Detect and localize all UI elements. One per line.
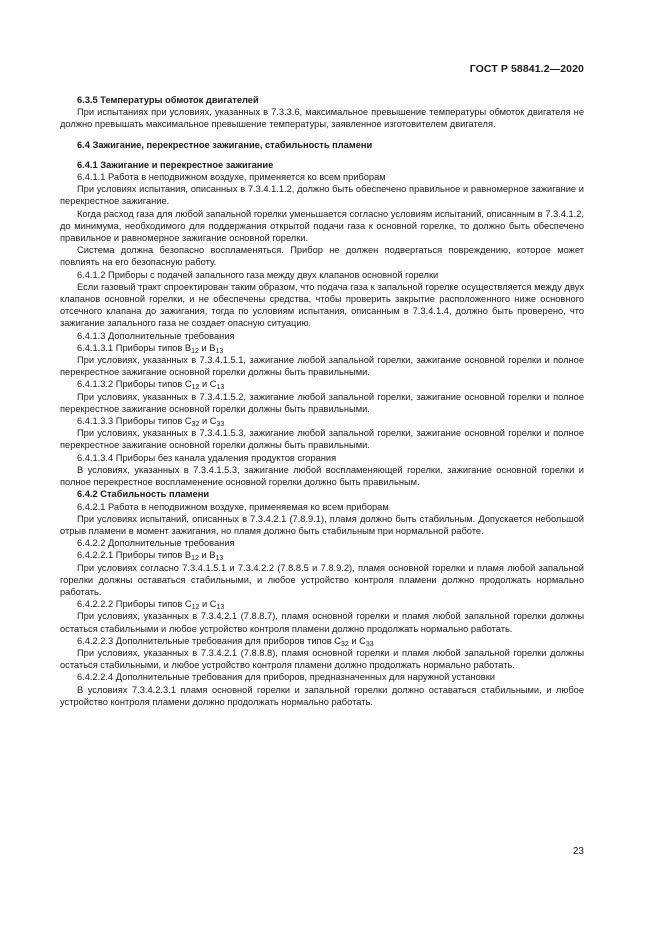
section-heading: 6.3.5 Температуры обмоток двигателей: [77, 95, 259, 105]
paragraph: 6.4.1.3.4 Приборы без канала удаления продуктов сгорания: [77, 452, 337, 463]
paragraph: При условиях согласно 7.3.4.1.5.1 и 7.3.4.2.2 (7.8.8.5 и 7.8.9.2), пламя основной горелки и пламя любой запальной горелки должны оставаться стабильными, и любое устройство контроля пламени должно продолжать нормально работать.: [60, 562, 584, 597]
paragraph: При условиях, указанных в 7.3.4.2.1 (7.8.8.7), пламя основной горелки и пламя любой запальной горелки должны остаться стабильными и любое устройство контроля пламени должно продолжать нормально работать.: [60, 611, 584, 634]
paragraph: При испытаниях при условиях, указанных в 7.3.3.6, максимальное превышение температуры обмоток двигателя не должно превышать максимальное превышение температуры, заявленное изготовителем двигателя.: [60, 107, 584, 130]
subsection-title: 6.4.2.2.3 Дополнительные требования для приборов типов $C_{32}$ и $C_{33}$: [77, 635, 374, 648]
subscript: 12: [191, 384, 200, 392]
paragraph: 6.4.2.2 Дополнительные требования: [77, 538, 235, 549]
subscript: 13: [215, 555, 224, 563]
subsection-title: 6.4.2.2.2 Приборы типов $C_{12}$ и $C_{13}$: [77, 599, 225, 612]
paragraph: При условиях испытания, описанных в 7.3.4.1.1.2, должно быть обеспечено правильное и равномерное зажигание и перекрестное зажигание.: [60, 184, 584, 207]
subscript: 12: [191, 347, 199, 355]
subscript: 33: [216, 421, 225, 429]
subscript: 13: [215, 347, 224, 355]
paragraph: 6.4.2.2.4 Дополнительные требования для приборов, предназначенных для наружной установки: [77, 672, 495, 683]
paragraph: При условиях испытаний, описанных в 7.3.4.2.1 (7.8.9.1), пламя должно быть стабильным. Допускается небольшой отрыв пламени в момент зажигания, но пламя должно быть стабильным при нормальной работе.: [60, 513, 584, 536]
subsection-title: 6.4.2.2.1 Приборы типов $B_{12}$ и $B_{13}$: [77, 550, 224, 563]
subsection-title: 6.4.1.3.1 Приборы типов $B_{12}$ и $B_{13}$: [77, 342, 224, 355]
paragraph: В условиях 7.3.4.2.3.1 пламя основной горелки и запальной горелки должно оставаться стабильными, и любое устройство контроля пламени должно продолжать нормально работать.: [60, 684, 584, 707]
paragraph: При условиях, указанных в 7.3.4.1.5.2, зажигание любой запальной горелки, зажигание основной горелки и полное перекрестное зажигание основной горелки должны быть правильными.: [60, 391, 584, 414]
subscript: 12: [191, 555, 199, 563]
subscript: 32: [191, 421, 200, 429]
paragraph: В условиях, указанных в 7.3.4.1.5.3, зажигание любой воспламеняющей горелки, зажигание основной горелки и полное перекрестное воспламенение основной горелки должно быть правильным.: [60, 464, 584, 488]
subscript: 13: [216, 604, 225, 612]
section-heading: 6.4.2 Стабильность пламени: [77, 489, 210, 500]
section-heading: 6.4 Зажигание, перекрестное зажигание, стабильность пламени: [77, 139, 373, 150]
paragraph: Когда расход газа для любой запальной горелки уменьшается согласно условиям испытаний, описанным в 7.3.4.1.2, до минимума, необходимого для поддержания открытой подачи газа к основной горелке, то должно быть обеспечено правильное и равномерное зажигание основной горелки.: [60, 208, 584, 244]
paragraph: При условиях, указанных в 7.3.4.1.5.3, зажигание любой запальной горелки, зажигание основной горелки и полное перекрестное зажигание основной горелки должны быть правильными.: [60, 428, 584, 451]
document-header: ГОСТ Р 58841.2—2020: [469, 63, 584, 75]
subsection-title: 6.4.1.3.2 Приборы типов $C_{12}$ и $C_{13}$: [77, 379, 225, 392]
subscript: 32: [341, 640, 349, 648]
paragraph: Система должна безопасно воспламеняться. Прибор не должен подвергаться повреждению, которое может повлиять на его безопасную работу.: [60, 245, 584, 268]
paragraph: При условиях, указанных в 7.3.4.1.5.1, зажигание любой запальной горелки, зажигание основной горелки и полное перекрестное зажигание основной горелки должны быть правильными.: [60, 355, 584, 378]
subscript: 33: [365, 640, 374, 648]
paragraph: 6.4.1.2 Приборы с подачей запального газа между двух клапанов основной горелки: [77, 269, 439, 280]
document-body: [60, 94, 584, 708]
paragraph: 6.4.1.1 Работа в неподвижном воздухе, применяется ко всем приборам: [77, 172, 386, 183]
paragraph: При условиях, указанных в 7.3.4.2.1 (7.8.8.8), пламя основной горелки и пламя любой запальной горелки должны остаться стабильными, и любое устройство контроля пламени должно продолжать нормально работать.: [60, 647, 584, 671]
paragraph: 6.4.1.3 Дополнительные требования: [77, 330, 235, 341]
page-number: 23: [572, 846, 584, 857]
subsection-title: 6.4.1.3.3 Приборы типов $C_{32}$ и $C_{33}$: [77, 416, 225, 429]
paragraph: Если газовый тракт спроектирован таким образом, что подача газа к запальной горелке осуществляется между двух клапанов основной горелки, и не обеспечены средства, чтобы проверить закрытие расположенного ниже основного отсечного клапана до зажигания, тогда по условиям испытания, описанным в 7.3.4.1.4, должно быть проверено, что зажигание запального газа не создает опасную ситуацию.: [60, 281, 584, 329]
section-heading: 6.4.1 Зажигание и перекрестное зажигание: [77, 159, 274, 170]
subscript: 13: [216, 384, 225, 392]
paragraph: 6.4.2.1 Работа в неподвижном воздухе, применяемая ко всем приборам: [77, 501, 389, 512]
subscript: 12: [191, 604, 200, 612]
